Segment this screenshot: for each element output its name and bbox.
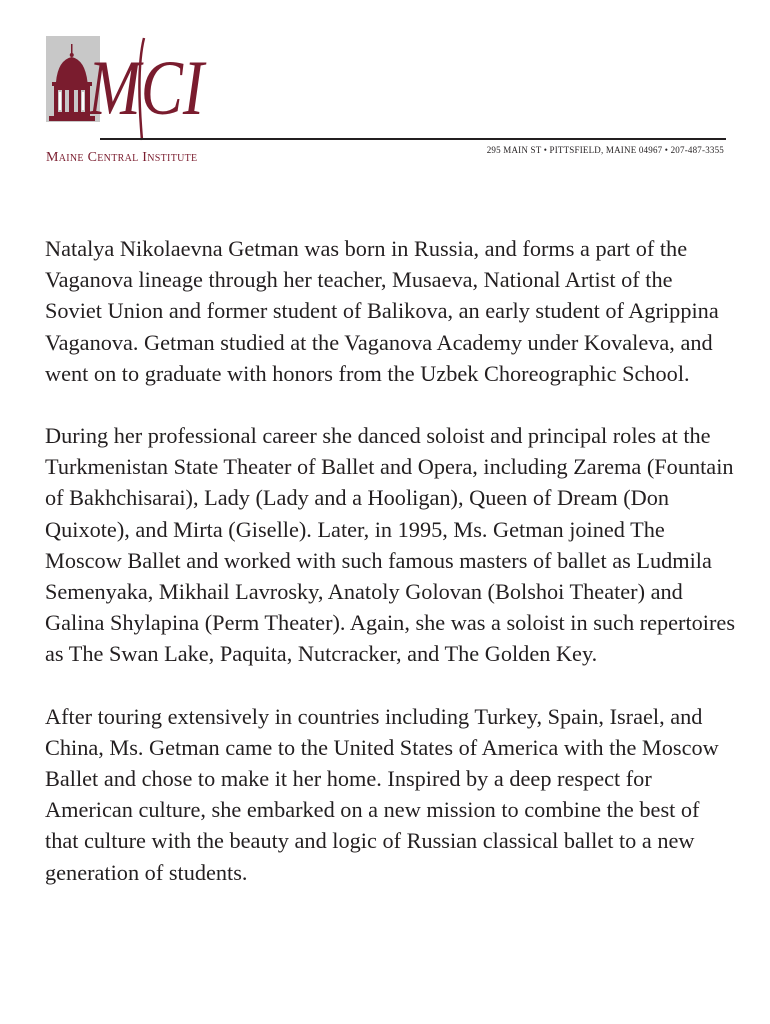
paragraph-3: After touring extensively in countries including Turkey, Spain, Israel, and China, Ms. Getman came to the United States of America with the Moscow Ballet and chose to make it her home. Inspired by a deep respect for American culture, she embarked on a new mission to combine the best of that culture with the beauty and logic of Russian classical ballet to a new generation of students. (45, 703, 719, 885)
logo-lettering: MCI (87, 44, 208, 131)
paragraph-1: Natalya Nikolaevna Getman was born in Russia, and forms a part of the Vaganova lineage through her teacher, Musaeva, National Artist of the Soviet Union and former student of Balikova, an early student of Agrippina Vaganova. Getman studied at the Vaganova Academy under Kovaleva, and went on to graduate with honors from the Uzbek Choreographic School. (45, 236, 719, 386)
letter-body (45, 233, 735, 919)
paragraph-2: During her professional career she danced soloist and principal roles at the Turkmenistan State Theater of Ballet and Opera, including Zarema (Fountain of Bakhchisarai), Lady (Lady and a Hooligan), Queen of Dream (Don Quixote), and Mirta (Giselle). Later, in 1995, Ms. Getman joined The Moscow Ballet and worked with such famous masters of ballet as Ludmila Semenyaka, Mikhail Lavrosky, Anatoly Golovan (Bolshoi Theater) and Galina Shylapina (Perm Theater). Again, she was a soloist in such repertoires as The Swan Lake, Paquita, Nutcracker, and The Golden Key. (45, 423, 735, 667)
header-rule (100, 138, 726, 140)
institution-name (46, 150, 197, 166)
address-line: 295 MAIN ST • PITTSFIELD, MAINE 04967 • 207-487-3355 (486, 145, 724, 155)
letterhead (0, 0, 770, 180)
mci-logo (44, 30, 214, 150)
institution-name-text: Maine Central Institute (46, 150, 198, 165)
